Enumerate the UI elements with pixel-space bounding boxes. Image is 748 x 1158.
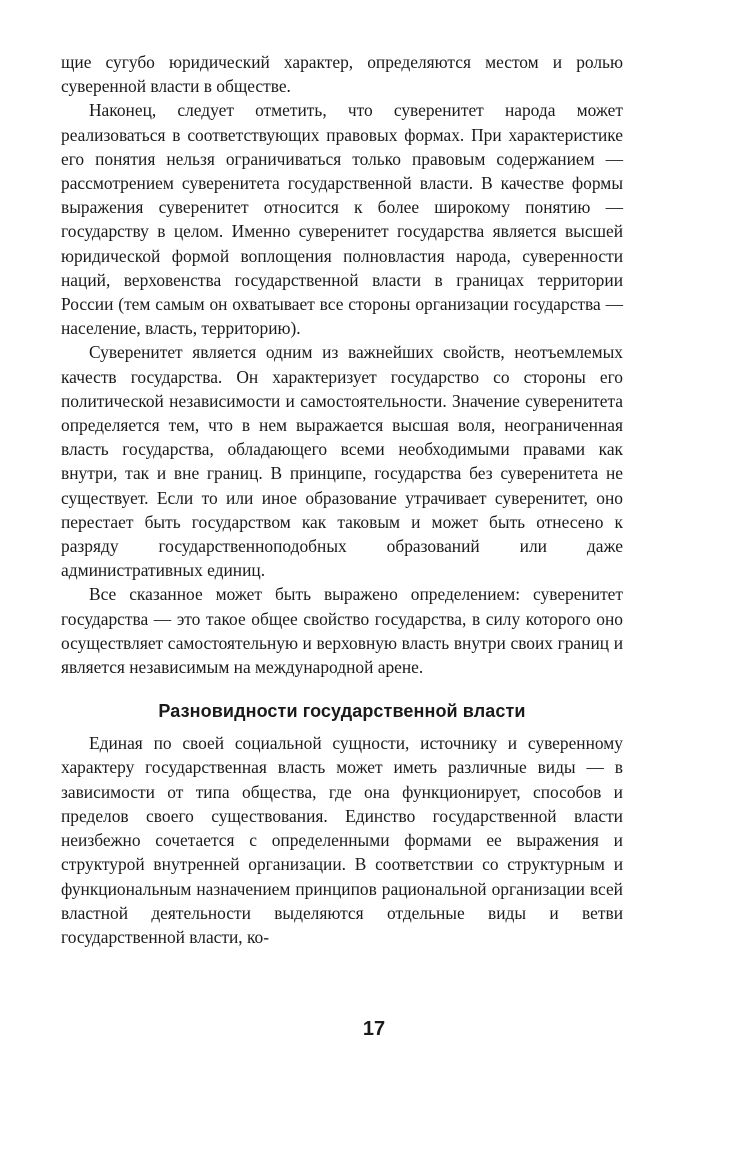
page-body (61, 50, 623, 949)
section-heading: Разновидности государственной власти (158, 701, 526, 722)
paragraph-power-kinds: Единая по своей социальной сущности, источнику и суверенному характеру государственная власть может иметь различные виды — в зависимости от типа общества, где она функционирует, способов и пределов своего существования. Единство государственной власти неизбежно сочетается с определенными формами ее выражения и структурой внутренней организации. В соответствии со структурным и функциональным назначением принципов рациональной организации всей властной деятельности выделяются отдельные виды и ветви государственной власти, ко- (61, 733, 623, 947)
paragraph-continuation: щие сугубо юридический характер, определяются местом и ролью суверенной власти в обществе. (61, 52, 623, 97)
paragraph-sovereignty-definition: Все сказанное может быть выражено определением: суверенитет государства — это такое общее свойство государства, в силу которого оно осуществляет самостоятельную и верховную власть внутри своих границ и является независимым на международной арене. (61, 584, 623, 678)
paragraph-sovereignty-properties: Суверенитет является одним из важнейших свойств, неотъемлемых качеств государства. Он характеризует государство со стороны его политической независимости и самостоятельности. Значение суверенитета определяется тем, что в нем выражается высшая воля, неограниченная власть государства, обладающего всеми необходимыми правами как внутри, так и вне границ. В принципе, государства без суверенитета не существует. Если то или иное образование утрачивает суверенитет, оно перестает быть государством как таковым и может быть отнесено к разряду государственноподобных образований или даже административных единиц. (61, 342, 623, 581)
paragraph-sovereignty-forms: Наконец, следует отметить, что суверенитет народа может реализоваться в соответствующих правовых формах. При характеристике его понятия нельзя ограничиваться только правовым содержанием — рассмотрением суверенитета государственной власти. В качестве формы выражения суверенитет относится к более широкому понятию — государству в целом. Именно суверенитет государства является высшей юридической формой воплощения полновластия народа, суверенности наций, верховенства государственной власти в границах территории России (тем самым он охватывает все стороны организации государства — население, власть, территорию). (61, 100, 623, 339)
page-number: 17 (362, 1018, 386, 1040)
